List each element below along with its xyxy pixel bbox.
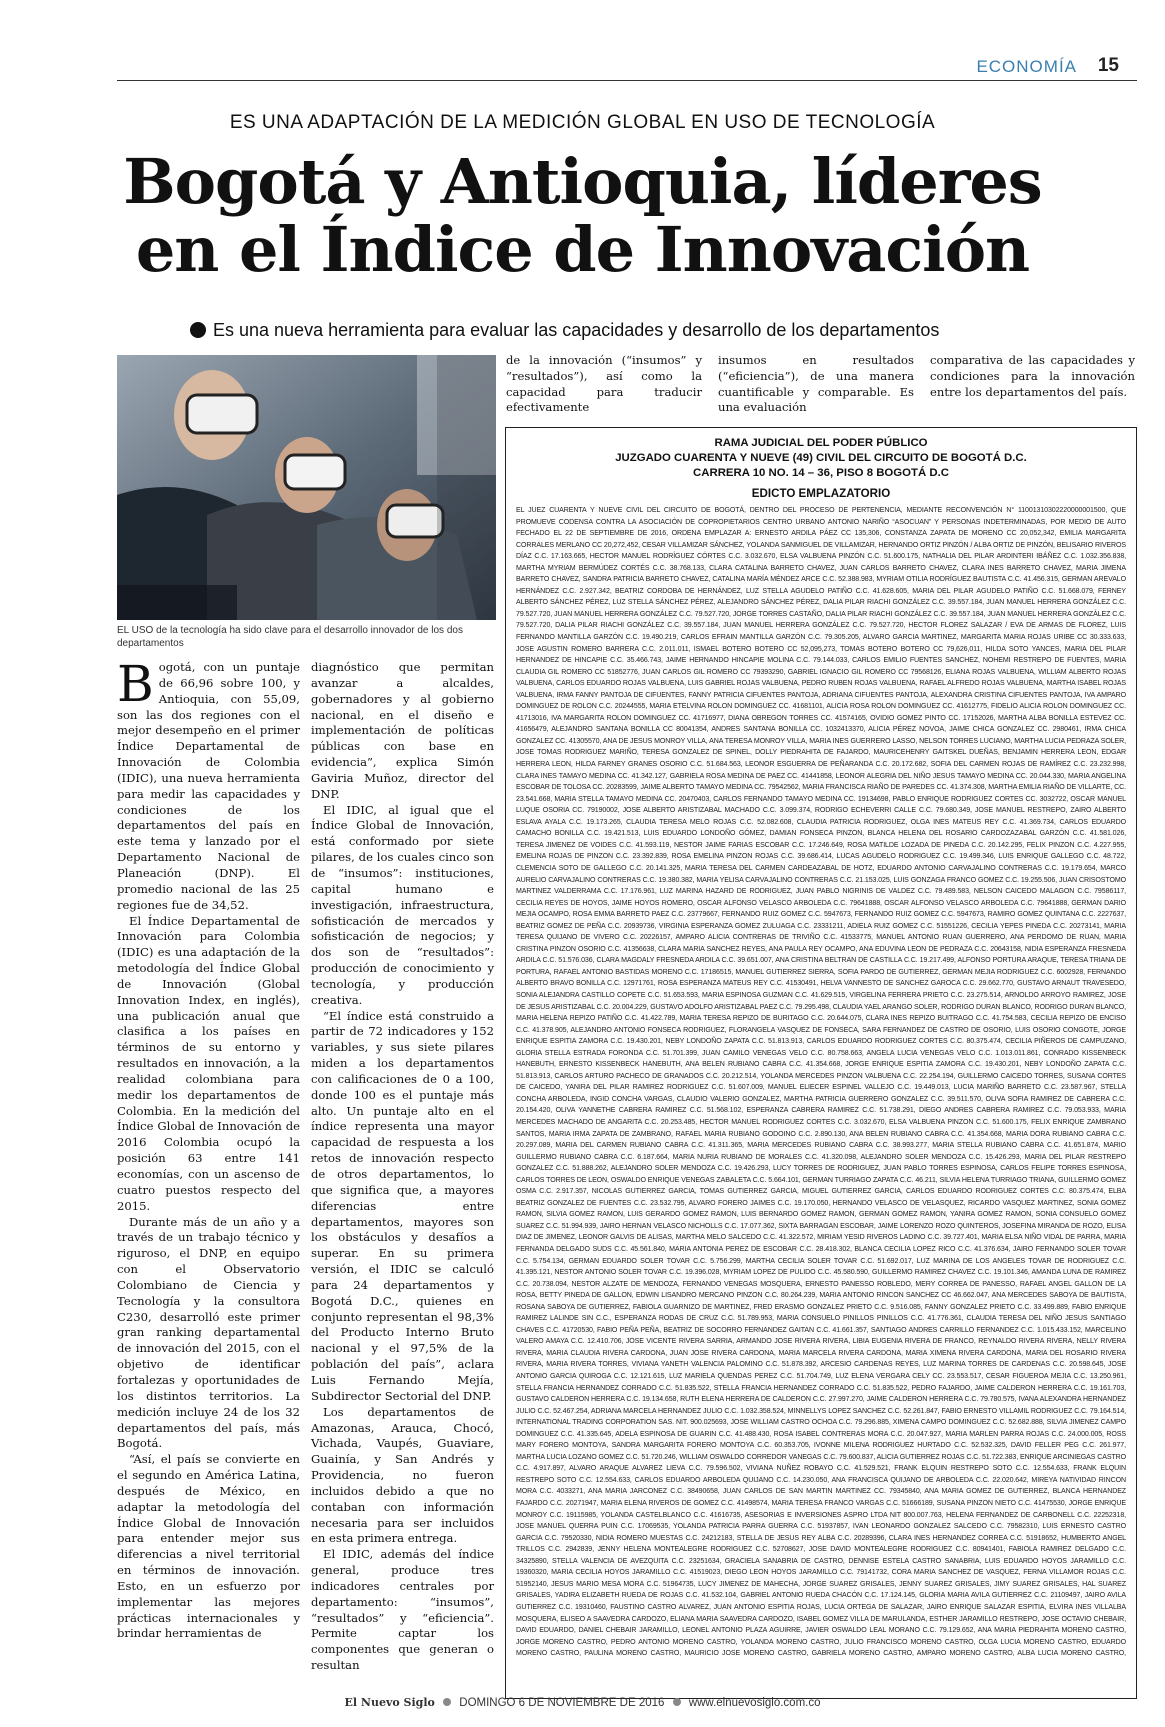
notice-head-1: RAMA JUDICIAL DEL PODER PÚBLICO: [714, 437, 928, 449]
paragraph: Durante más de un año y a través de un trabajo técnico y riguroso, el DNP, en equipo con el Observatorio Colombiano de Ciencia y Tecnología y la consultora C230, desarrolló este primer gran ranking departamental de innovación del 2015, con el objetivo de identificar fortalezas y oportunidades de los distintos territorios. La medición incluye 24 de los 32 departamentos del país, más Bogotá.: [117, 1214, 300, 1451]
notice-head-3: CARRERA 10 NO. 14 – 36, PISO 8 BOGOTÁ D.C: [693, 467, 949, 479]
drop-cap: B: [117, 655, 154, 713]
paragraph: El IDIC, además del índice general, produce tres indicadores centrales por departamento: “insumos”, “resultados” y “eficiencia”. Permite captar los componentes que generan o resultan: [311, 1547, 494, 1673]
body-strip-3: comparativa de las capacidades y condiciones para la innovación entre los departamentos del país.: [930, 353, 1135, 399]
notice-title: EDICTO EMPLAZATORIO: [751, 487, 891, 500]
photo-caption: EL USO de la tecnología ha sido clave para el desarrollo innovador de los dos departamentos: [117, 625, 463, 649]
body-strip-2: insumos en resultados (“eficiencia”), de una manera cuantificable y comparable. Es una evaluación: [718, 353, 914, 415]
footer-url: www.elnuevosiglo.com.co: [688, 1697, 821, 1709]
paragraph: diagnóstico que permitan avanzar a alcaldes, gobernadores y al gobierno nacional, en el diseño e implementación de políticas públicas con base en evidencia”, explica Simón Gaviria Muñoz, director del DNP.: [311, 660, 494, 801]
paragraph: El IDIC, al igual que el Índice Global de Innovación, está conformado por siete pilares, de los cuales cinco son de “insumos”: instituciones, capital humano e investigación, infraestructura, sofisticación de mercados y sofisticación de negocios; y dos son de “resultados”: producción de conocimiento y tecnología, y producción creativa.: [311, 802, 494, 1007]
notice-head-2: JUZGADO CUARENTA Y NUEVE (49) CIVIL DEL CIRCUITO DE BOGOTÁ D.C.: [615, 452, 1027, 464]
paragraph: Bogotá, con un puntaje de 66,96 sobre 100, y Antioquia, con 55,09, son las dos regiones con el mejor desempeño en el primer Índice Departamental de Innovación de Colombia (IDIC), una nueva herramienta para medir las capacidades y condiciones de los departamentos del país en este tema y lanzado por el Departamento Nacional de Planeación (DNP). El promedio nacional de las 25 regiones fue de 34,52.: [117, 655, 300, 912]
article-headline: [0, 145, 1165, 286]
section-name: ECONOMÍA: [976, 57, 1077, 76]
page-header: [117, 55, 1137, 81]
subhead-text: Es una nueva herramienta para evaluar las capacidades y desarrollo de los departamentos: [213, 320, 940, 340]
paragraph: El Índice Departamental de Innovación para Colombia (IDIC) es una adaptación de la metodología del Índice Global de Innovación (Global Innovation Index, en inglés), una publicación anual que clasifica a los países en términos de su entorno y resultados en innovación, a la realidad colombiana para medir los departamentos de Colombia. En la medición del Índice Global de Innovación de 2016 Colombia ocupó la posición 63 entre 141 economías, con un ascenso de cuatro puestos respecto del 2015.: [117, 913, 300, 1213]
headline-line-1: Bogotá y Antioquia, líderes: [123, 145, 1042, 218]
notice-body: EL JUEZ CUARENTA Y NUEVE CIVIL DEL CIRCUITO DE BOGOTÁ, DENTRO DEL PROCESO DE PERTENENCIA, MEDIANTE RECONVENCIÓN N° 11001310302220000001500, QUE PROMUEVE CODENSA CONTRA LA ASOCIACIÓN DE COPROPIETARIOS CENTRO URBANO ANTONIO NARIÑO “ASOCUAN” Y PERSONAS INDETERMINADAS, POR MEDIO DE AUTO FECHADO EL 22 DE SEPTIEMBRE DE 2016, ORDENA EMPLAZAR A: ERNESTO ARDILA PÁEZ CC 135,306, CONSTANZA ZAPATA DE MORENO CC 20,052,342, EMILIA MARGARITA CORRALES MERLANO CC 20,272,452, CESAR VILLAMIZAR SÁNCHEZ, YOLANDA SANMIGUEL DE VILLAMIZAR, HERNANDO ORTIZ PINZÓN / ALBA ORTIZ DE PINZÓN, BELISARIO RIVEROS DÍAZ C.C. 17.163.665, HECTOR MANUEL RODRÍGUEZ CÓRTES C.C. 3.032.670, ELSA VALBUENA PINZÓN C.C. 51.600.175, NATHALIA DEL PILAR ARDINTERI IBÁÑEZ C.C. 1.032.356.838, MARTHA MYRIAM BERMÚDEZ CORTÉS C.C. 38.768.133, CLARA CATALINA BARRETO CHAVEZ, JUAN CARLOS BARRETO CHAVEZ, CLARA INES BARRETO CHAVEZ, MARIA JIMENA BARRETO CHAVEZ, SANDRA PATRICIA BARRETO CHAVEZ, CATALINA MARÍA MÉNDEZ ARCE C.C. 52.388.983, MYRIAM OTILIA RODRÍGUEZ BAUTISTA C.C. 41.456.315, GERMAN AREVALO HERNÁNDEZ C.C. 2.927.342, BEATRIZ CORDOBA DE HERNÁNDEZ, LUZ STELLA AGUDELO PATIÑO C.C. 41.628.605, MARIA DEL PILAR AGUDELO PATIÑO C.C. 51.668.079, FERNEY ALBERTO SÁNCHEZ PÉREZ, LUZ STELLA SÁNCHEZ PÉREZ, ALEJANDRO SÁNCHEZ PÉREZ, DALIA PILAR RIACHI GONZÁLEZ C.C. 39.557.184, JUAN MANUEL HERRERA GONZÁLEZ C.C. 79.527.720, JUAN MANUEL HERRERA GONZÁLEZ C.C. 79.527.720, JORGE TORRES CASTAÑO, DALIA PILAR RIACHI GONZÁLEZ C.C. 39.557.184, JUAN MANUEL HERRERA GONZÁLEZ C.C. 79.527.720, DALIA PILAR RIACHI GONZÁLEZ C.C. 39.557.184, JUAN MANUEL HERRERA GONZÁLEZ C.C. 79.527.720, HECTOR FLOREZ SALAZAR / EVA DE ARMAS DE FLOREZ, LUIS FERNANDO MANTILLA GARZÓN C.C. 19.490.219, CARLOS EFRAIN MANTILLA GARZÓN C.C. 79.305.205, ALVARO GARCIA MARTINEZ, MARGARITA MARIA ROJAS URIBE CC 30.333.633, JOSE AGUSTIN ROMERO BARRERA C.C. 2.011.011, ISMAEL BOTERO BOTERO CC 52,095,273, TOMAS BOTERO BOTERO CC 79,626,011, HILDA SOTO YANCES, MARIA DEL PILAR HERNANDEZ DE HINCAPIE C.C. 35.466.743, JAIME HERNANDO HINCAPIE MOLINA C.C. 79.144.033, CARLOS EMILIO FUENTES SANCHEZ, NOHEMI RESTREPO DE FUENTES, MARIA CLAUDIA GIL ROMERO CC 51852776, JUAN CARLOS GIL ROMERO CC 79393290, GABRIEL IGNACIO GIL ROMERO CC 79568126, ELIANA ROJAS VALBUENA, WILLIAM ALBERTO ROJAS VALBUENA, CARLOS EDUARDO ROJAS VALBUENA, LUIS GABRIEL ROJAS VALBUENA, PEDRO RUBEN ROJAS VALBUENA, RAFAEL ALFREDO ROJAS VALBUENA, MARTHA ISABEL ROJAS VALBUENA, IRMA FANNY PANTOJA DE CIFUENTES, FANNY PATRICIA CIFUENTES PANTOJA, ADRIANA CIFUENTES PANTOJA, ALEXANDRA CRISTINA CIFUENTES PANTOJA, IVA AMPARO DOMINGUEZ DE ROLON C.C. 20244555, MARIA ETELVINA ROLON DOMINGUEZ CC. 41681101, ALICIA ROSA ROLON DOMINGUEZ CC. 41612775, FIDELIO ALICIA ROLON DOMINGUEZ CC. 41713016, IVA MARGARITA ROLON DOMINGUEZ CC. 41716977, DIANA OBREGON TORRES CC. 41574165, OVIDIO GOMEZ PINTO CC. 17152026, MARTHA ALBA BONILLA ESTEVEZ CC. 41656479, ALEJANDRO SANTANA BONILLA CC 80041354, ANDRES SANTANA BONILLA CC. 1032413370, ALICIA PÉREZ NOVOA, JAIME CHICA GONZALEZ CC. 2980461, IRMA CHICA GONZALEZ CC. 41305570, ANA DE JESUS MONROY VILLA, ANA TERESA MONROY VILLA, MARIA INES GUERRERO LASSO, NELSON TORRES LUCIANO, MARTHA LUCIA PEDRAZA SOLER, JOSE TOMAS RODRIGUEZ MARIÑO, TERESA GONZALEZ DE SPINEL, DOLLY PIEDRAHITA DE FAJARDO, MAURICEHENRY GAITSKEL DUEÑAS, BENJAMIN HERRERA LEON, EDGAR HERRERA LEON, HILDA FARNEY GRANES OSORIO C.C. 51.684.563, LEONOR ESGUERRA DE PEÑARANDA C.C. 20.172.682, SOFIA DEL CARMEN ROJAS DE RAMÍREZ C.C. 23.232.998, CLARA INES TAMAYO MEDINA CC. 41.342.127, GABRIELA ROSA MEDINA DE PAEZ CC. 41441858, LEONOR ALEGRIA DEL NIÑO JESUS TAMAYO MEDINA CC. 20.044.330, MARIA ANGELINA ESCOBAR DE TOLOSA CC. 20283599, JAIME ALBERTO TAMAYO MEDINA CC. 79542562, MARIA FRANCISCA RIAÑO DE PAREDES CC. 41.374.308, MARTHA EMILIA RIAÑO DE VILLARTE, CC. 23.541.668, MARIA STELLA TAMAYO MEDINA CC. 20470403, CARLOS FERNANDO TAMAYO MEDINA CC. 19134698, PABLO ENRIQUE RODRIGUEZ CORTES CC. 3032722, OSCAR MANUEL LUQUE OSORIA CC. 79190002, JOSE ALBERTO ARISTIZABAL MACHADO C.C. 3.099.374, RODRIGO ECHEVERRI CALLE C.C. 79.680.349, JOSE MANUEL RESTREPO, ZAIRO ALBERTO ESLAVA AYALA C.C. 19.173.265, CLAUDIA TERESA MELO ROJAS C.C. 52.082.608, CLAUDIA PATRICIA RODRIGUEZ, OLGA INES MATEUS REY C.C. 41.369.734, CARLOS EDUARDO CAMACHO BONILLA C.C. 19.421.513, LUIS EDUARDO LONDOÑO GÓMEZ, DAMIAN FONSECA PINZON, BLANCA HELENA DEL ROSARIO CARDOZAZABAL GARZÓN C.C. 41.581.026, TERESA JIMENEZ DE VOIDES C.C. 41.593.119, NESTOR JAIME FARIAS ESCOBAR C.C. 17.246.649, ROSA MATILDE LOZADA DE PINEDA C.C. 20.142.295, FELIX PINZON C.C. 4.227.955, EMELINA ROJAS DE PINZON C.C. 23.392.839, ROSA EMELINA PINZON ROJAS C.C. 39.686.414, LUCAS AGUDELO RODRIGUEZ C.C. 19.499.346, LUIS ENRIQUE GALLEGO C.C. 48.722, CLEMENCIA SOTO DE GALLEGO C.C. 20.141.325, MARIA TERESA DEL CARMEN CARDEAZABAL DE HOTZ, EDUARDO ANTONIO CARVAJALINO CONTRERAS C.C. 19.179.654, MARCO AURELIO CARVAJALINO CONTRERAS C.C. 19.380.382, MARIA YELISA CARVAJALINO CONTRERAS C.C. 21.153.025, LUIS GONZAGA FRANCO GOMEZ C.C. 19.255.506, JUAN CRISOSTOMO MARTINEZ VALDERRAMA C.C. 17.176.961, LUZ MARINA HAZARD DE RODRIGUEZ, JUAN PABLO NIGRINIS DE VALDEZ C.C. 79.489.583, NELSON CAICEDO MALAGON C.C. 79586117, CECILIA REYES DE HOYOS, JAIME HOYOS ROMERO, OSCAR ALFONSO VELASCO ARBOLEDA C.C. 79641888, OSCAR ALFONSO VELASCO ARBOLEDA C.C. 79641888, GERMAN DARIO MEJIA OCAMPO, ROSA EMMA BARRETO PAEZ C.C. 23779667, FERNANDO RUIZ GOMEZ C.C. 5947673, FERNANDO RUIZ GOMEZ C.C. 5947673, RAMIRO GOMEZ QUINTANA C.C. 2227637, BEATRIZ GOMEZ DE PEÑA C.C. 20939736, VIRGINIA ESPERANZA GOMEZ ZULUAGA C.C. 23331211, ADIELA RUIZ GOMEZ C.C. 51551226, CECILIA YEPES PINEDA C.C. 20273141, MARIA TERESA QUIJANO DE VIVERO C.C. 20226157, AMPARO ALICIA CONTRERAS DE TRIVIÑO C.C. 41533775, MANUEL ANTONIO RUAN GUERRERO, ANA PERDOMO DE RUAN, MARIA CRISTINA PINZON OSORIO C.C. 41356638, CLARA MARIA SANCHEZ REYES, ANA PAULA REY OCAMPO, ANA EDUVINA LEON DE PEDRAZA C.C. 20643158, NIDIA ESPERANZA FRESNEDA ARDILA C.C. 51.576.036, CLARA MAGDALY FRESNEDA ARDILA C.C. 39.651.007, ANA CRISTINA BELTRAN DE CASTILLA C.C. 19.217.499, ALFONSO PORTURA ARAQUE, TERESA TRIANA DE PORTURA, RAFAEL ANTONIO BASTIDAS MORENO C.C. 17186515, MANUEL GUTIERREZ SIERRA, SOFIA PARDO DE GUTIERREZ, GERMAN MEJIA RODRIGUEZ C.C. 6002928, FERNANDO ALBERTO BRAVO BONILLA C.C. 12971761, ROSA ESPERANZA MATEUS REY C.C. 41530491, HELVA VANNESTO DE SANCHEZ GAROCA C.C. 29.662.770, GUSTAVO ARNAUT TRAVESEDO, SONIA ALEJANDRA CASTILLO COPETE C.C. 51.653.593, MARIA ESPINOSA GUZMAN C.C. 41.629.515, VIRGELINA FERRERA PRIETO C.C. 23.275.514, ARNOLDO ARROYO RAMIREZ, JOSE DE JESUS ARISTIZABAL C.C. 20.004.229, GUSTAVO ADOLFO ARISTIZABAL PAEZ C.C. 79.295.498, CLAUDIA YAEL ARANGO SOLER, RODRIGO DURAN BLANCO, RODRIGO DURAN BLANCO, MARIA HELENA REPIZO PATIÑO C.C. 41.422.789, MARIA TERESA REPIZO DE BURITAGO C.C. 20.644.075, CLARA INES REPIZO BUITRAGO C.C. 41.754.583, CECILIA REPIZO DE ENCISO C.C. 41.378.905, ALEJANDRO ANTONIO FONSECA RODRIGUEZ, FLORANGELA VASQUEZ DE FONSECA, SARA FERNANDEZ DE CASTRO DE OSORIO, LUIS OSORIO CONGOTE, JORGE ENRIQUE ESPITIA ZAMORA C.C. 19.430.201, NEBY LONDOÑO ZAPATA C.C. 51.813.913, CARLOS EDUARDO RODRIGUEZ CORTES C.C. 80.375.474, CECILIA PIÑEROS DE CAMPUZANO, GLORIA STELLA ESTRADA FORONDA C.C. 51.701.399, JUAN CAMILO VENEGAS VELO C.C. 80.758.663, ANGELA LUCIA VENEGAS VELO C.C. 1.013.011.861, CONRADO KISSENBECK HANEBUTH, ERNESTO KISSENBECK HANEBUTH, ANA BELEN RUBIANO CABRA C.C. 41.354.668, JORGE ENRIQUE ESPITIA ZAMORA C.C. 19.430.201, NEBY LONDOÑO ZAPATA C.C. 51.813.913, CARLOS ARTURO PACHECO DE GRANADOS C.C. 20.212.514, YOLANDA MERCEDES PINZON VALBUENA C.C. 22.254.194, GUILLERMO CAICEDO TORRES, SUSANA CORTES DE CAICEDO, YANIRA DEL PILAR RAMIREZ RODRIGUEZ C.C. 51.607.009, MANUEL ELIECER ESPINEL VALLEJO C.C. 19.449.013, LUCIA MARIÑO BARRETO C.C. 23.587.967, STELLA CONCHA ARBOLEDA, INGID CONCHA VARGAS, CLAUDIO VALERIO GONZALEZ, MARTHA PATRICIA GUERRERO GONZALEZ C.C. 39.511.570, OLIVA SOFIA RAMIREZ DE CABRERA C.C. 20.154.420, OLIVA YANNETHE CABRERA RAMIREZ C.C. 51.568.102, ESPERANZA CABRERA RAMIREZ C.C. 51.738.291, DIEGO ANDRES CABRERA RAMIREZ C.C. 79.053.933, MARIA MERCEDES MACHADO DE ANGARITA C.C. 20.253.485, HECTOR MANUEL RODRIGUEZ CORTES C.C. 3.032.670, ELSA VALBUENA PINZON C.C. 51.600.175, FELIX ENRIQUE ZAMBRANO SANTOS, MARIA IRMA ZAPATA DE ZAMBRANO, RAFAEL MARIA RUBIANO GODOINO C.C. 2.890.130, ANA BELEN RUBIANO CABRA C.C. 41.354.668, MARIA DORA RUBIANO CABRA C.C. 20.297.089, MARIA DEL CARMEN RUBIANO CABRA C.C. 41.311.365, MARIA MERCEDES RUBIANO CABRA C.C. 38.993.277, MARIA STELLA RUBIANO CABRA C.C. 41.651.874, MARIO GUILLERMO RUBIANO CABRA C.C. 6.187.664, MARIA NURIA RUBIANO DE MORALES C.C. 41.320.098, ALEJANDRO SOLER MENDOZA C.C. 15.426.293, MARIA DEL PILAR RESTREPO GONZALEZ C.C. 51.888.262, ALEJANDRO SOLER MENDOZA C.C. 19.426.293, LUCY TORRES DE RODRIGUEZ, JUAN PABLO TORRES ESPINOSA, CARLOS FELIPE TORRES ESPINOSA, CARLOS TORRES DE LEON, OSWALDO ENRIQUE VENEGAS ZABALETA C.C. 5.664.101, GERMAN TURRIAGO ZAPATA C.C. 46.211, SILVIA HELENA TURRIAGO TRIANA, GUILLERMO GOMEZ OSMA C.C. 2.917.357, NICOLAS GUTIERREZ GARCIA, TOMAS GUTIERREZ GARCIA, MIGUEL GUTIERREZ GARCIA, CARLOS EDUARDO RODRIGUEZ CORTES C.C. 80.375.474, ELBA BEATRIZ GONZALEZ DE FUENTES C.C. 23.532.795, ALVARO FORERO JAIMES C.C. 19.170.050, HERNANDO VELASCO DE VELASQUEZ, RICARDO VASQUEZ MARTINEZ, SONIA GOMEZ RAMON, SILVIA GOMEZ RAMON, LUIS GERARDO GOMEZ RAMON, LUIS BERNARDO GOMEZ RAMON, GERMAN GOMEZ RAMON, YANIRA GOMEZ RAMON, SONIA CONSUELO GOMEZ SUAREZ C.C. 51.994.939, JAIRO HERNAN VELASCO NICHOLLS C.C. 17.077.362, SIXTA BARRAGAN ESCOBAR, JAIME LORENZO ROZO QUINTEROS, JOSEFINA MIRANDA DE ROZO, ELISA DIAZ DE JIMENEZ, LEONOR GALVIS DE ALISAS, MARTHA MELO SALCEDO C.C. 41.322.572, MIRIAM YESID RIVEROS LADINO C.C. 39.727.401, MARIA ELSA NIÑO VIDAL DE PARRA, MARIA FERNANDA DELGADO SUDS C.C. 45.561.840, MARIA ANTONIA PEREZ DE ESCOBAR C.C. 28.418.302, BLANCA CECILIA LOPEZ RICO C.C. 41.376.634, JAIRO FERNANDO SOLER TOVAR C.C. 5.754.134, GERMAN EDUARDO SOLER TOVAR C.C. 5.756.299, MARTHA CECILIA SOLER TOVAR C.C. 51.692.017, LUZ MARINA DE LOS ANGELES TOVAR DE RODRIGUEZ C.C. 41.395.121, NESTOR ANTONIO SOLER TOVAR C.C. 19.396.028, MYRIAM LOPEZ DE PULIDO C.C. 45.580.590, GUILLERMO RAMIREZ CHAVEZ C.C. 19.101.346, AMANDA LUNA DE RAMIREZ C.C. 20.738.094, NESTOR ALZATE DE MENDOZA, FERNANDO VENEGAS MOSQUERA, ERNESTO PANESSO ROBLEDO, MERY CORREA DE PANESSO, RAFAEL ANGEL GALLON DE LA ROSA, BETTY PINEDA DE GALLON, EDWIN LISANDRO MERCANO PINZON C.C. 80.264.239, MARIA ANTONIO RINCON SANCHEZ CC 46.662.047, ANA MERCEDES SABOYA DE BAUTISTA, ROSANA SABOYA DE GUTIERREZ, FABIOLA GUARNIZO DE MARTINEZ, FRED ERASMO GONZALEZ PRIETO C.C. 9.516.085, FANNY GONZALEZ PRIETO C.C. 33.499.889, FABIO ENRIQUE RAMIREZ LALINDE SIN C.C., ESPERANZA RODAS DE CRUZ C.C. 51.789.953, MARIA CONSUELO PINILLOS PINILLOS C.C. 41.776.361, CLAUDIA TERESA DEL NIÑO JESUS SANTIAGO CHAVES C.C. 41720530, FABIO PEÑA PEÑA, BEATRIZ DE SOCORRO FERNANDEZ GAITAN C.C. 41.661.357, SANTIAGO ANDRES CARRILLO FERNANDEZ C.C. 1.015.433.152, MARCELINO VALERO AMAYA C.C. 12.410.706, JOSE VICENTE RIVERA SARRIA, ARMANDO JOSE RIVERA RIVERA, LIBIA EUGENIA RIVERA DE FRANCO, REYNALDO RIVERA RIVERA, NELLY RIVERA RIVERA, MARIA CLAUDIA RIVERA CARDONA, JUAN JOSE RIVERA CARDONA, MARIA MARCELA RIVERA CARDONA, MARIA XIMENA RIVERA CARDONA, MARIA DEL ROSARIO RIVERA RIVERA, MARIA RIVERA TORRES, VIVIANA YANETH VALENCIA PALOMINO C.C. 51.878.392, ARCESIO CARDENAS REYES, LUZ MARINA TORRES DE CARDENAS C.C. 20.598.645, JOSE ANTONIO GARCIA QUIROGA C.C. 12.121.615, LUZ MARIELA QUENDAS PEREZ C.C. 51.704.749, LUZ ELENA VERGARA CELY CC. 23.553.517, CESAR FIGUEROA MEJIA C.C. 13.250.961, STELLA FRANCIA HERNANDEZ CORRADO C.C. 51.835.522, STELLA FRANCIA HERNANDEZ CORRADO C.C. 51.835.522, PEDRO FAJARDO, JAIME CALDERON HERRERA C.C. 19.161.703, GUSTAVO CALDERON HERRERA C.C. 19.134.658, RUTH ELENA HERRERA DE CALDERON C.C. 27.997.270, JAIME CALDERON HERRERA C.C. 79.780.575, IVANA ALEXANDRA HERNANDEZ JULIO C.C. 52.467.254, ADRIANA MARCELA HERNANDEZ JULIO C.C. 1.032.358.524, MINNELLYS LOPEZ SANCHEZ C.C. 52.261.847, FABIO ERNESTO VILLAMIL RODRIGUEZ C.C. 79.164.514, INTERNATIONAL TRADING CORPORATION SAS. NIT. 900.025693, JOSE WILLIAM CASTRO OCHOA C.C. 79.296.885, XIMENA CAMPO DOMINGUEZ C.C. 52.682.888, SILVIA JIMENEZ CAMPO DOMINGUEZ C.C. 41.335.645, ADELA ESPINOSA DE GUARIN C.C. 41.488.430, ROSA ISABEL CONTRERAS MORA C.C. 20.047.927, MARIA MARLEN PARRA ROJAS C.C. 24.000.005, ROSS MARY FORERO MONTOYA, SANDRA MARGARITA FORERO MONTOYA C.C. 60.353.705, IVONNE MILENA RODRIGUEZ HURTADO C.C. 52.532.325, DAVID FELLER PEG C.C. 261.977, MARTHA LUCIA LOZANO GOMEZ C.C. 51.720.246, WILLIAM OSWALDO CORREDOR VANEGAS C.C. 79.600.837, ALICIA GUTIERREZ ROJAS C.C. 51.722.383, ENRIQUE ARCINIEGAS CASTRO C.C. 4.917.897, ALVARO ARAQUE ALVAREZ LIEVA C.C. 79.596.502, VIVIANA NUÑEZ ROBAYO C.C. 41.529.521, FRANK ELQUIN RESTREPO SOTO C.C. 12.554.633, FRANK ELQUIN RESTREPO SOTO C.C. 12.554.633, CARLOS EDUARDO ARBOLEDA QUIJANO C.C. 14.230.050, ANA FRANCISCA QUIJANO DE ARBOLEDA C.C. 22.020.642, MIREYA NATIVIDAD RINCON MORA C.C. 4033271, ANA MARIA JARCONEZ C.C. 38490658, JUAN CARLOS DE SAN MARTIN MARTINEZ CC. 79345840, ANA MARIA GOMEZ DE GUTIERREZ, BLANCA HERNANDEZ FAJARDO C.C. 20271947, MARIA ELENA RIVEROS DE GOMEZ C.C. 41498574, MARIA TERESA FRANCO VARGAS C.C. 51666189, SUSANA PINZON NIETO C.C. 41475530, JORGE ENRIQUE MONROY C.C. 19115985, YOLANDA CASTELBLANCO C.C. 41616735, ASESORIAS E INVERSIONES ASPRO LTDA NIT 800.007.763, HELENA FERNANDEZ DE CARBONELL C.C. 22252318, JOSE MANUEL QUERRA PUIN C.C. 17069535, YOLANDA PATRICIA PARRA GUERRA C.C. 51937857, IVAN LEONARDO GONZALEZ SALCEDO C.C. 79582310, LUIS ERNESTO CASTRO GARCIA C.C. 79520330, NIDIA ROMERO MUESTAS C.C. 24212183, STELLA DE JESUS REY ALBA C.C. 20289396, CLARA INES HERNANDEZ CORREA C.C. 51918652, HUMBERTO ANGEL TRILLOS C.C. 2942839, JENNY HELENA MONTEALEGRE RODRIGUEZ C.C. 52708627, JOSE DAVID MONTEALEGRE RODRIGUEZ C.C. 80941401, FABIOLA RAMIREZ DELGADO C.C. 34325890, STELLA VALENCIA DE AVEZQUITA C.C. 23251634, GRACIELA SANABRIA DE CASTRO, DENNISE ESTELA CASTRO SANABRIA, LUIS EDUARDO HOYOS JARAMILLO C.C. 19360320, MARIA CECILIA HOYOS JARAMILLO C.C. 41519023, DIEGO LEON HOYOS JARAMILLO C.C. 79141732, CORA MARIA SANCHEZ DE VASQUEZ, FERNA VILLAMOR ROJAS C.C. 51952140, JESUS MARIO MESA MORA C.C. 51964735, LUCY JIMENEZ DE MAHECHA, JORGE SUAREZ GRISALES, JENNY SUAREZ GRISALES, JIMY SUAREZ GRISALES, HAL SUAREZ GRISALES, YADIRA ELIZABETH RUEDA DE ROJAS C.C. 41.532.104, GABRIEL ANTONIO RUEDA CHACÓN C.C. 17.124.145, GLORIA MARIA AVILA GUTIERREZ C.C. 21109497, JAIRO AVILA GUTIERREZ C.C. 19310460, FAUSTINO CASTRO ALVAREZ, JUAN ANTONIO ESPITIA ROJAS, LUCIA ORTEGA DE SALAZAR, JAIRO ENRIQUE SALAZAR ESPITIA, ELVIRA INES VILLALBA MOSQUERA, ELISEO A SAAVEDRA CARDOZO, ELIANA MARIA SAAVEDRA CARDOZO, ISABEL GOMEZ VILLA DE MARULANDA, ESTHER JARAMILLO RESTREPO, JOSE OCTAVIO CHEBAIR, DAVID EDUARDO, DANIEL CHEBAIR JARAMILLO, LEONEL ANTONIO PLAZA AGUIRRE, JAVIER OSWALDO LEAL MORANO C.C. 79.129.652, ANA MARIA PIEDRAHITA MORENO CASTRO, JORGE MORENO CASTRO, PEDRO ANTONIO MORENO CASTRO, YOLANDA MORENO CASTRO, JULIO FRANCISCO MORENO CASTRO, OLGA LUCIA MORENO CASTRO, EDUARDO MORENO CASTRO, PAULINA MORENO CASTRO, MAURICIO JOSE MORENO CASTRO, GABRIELA MORENO CASTRO, AMPARO MORENO CASTRO, ALBA LUCIA MORENO CASTRO,: [516, 507, 1126, 1658]
article-column-2: [311, 660, 494, 1674]
bullet-icon: [673, 1698, 681, 1706]
headline-line-2: en el Índice de Innovación: [135, 213, 1030, 286]
paragraph: Los departamentos de Amazonas, Arauca, Chocó, Vichada, Vaupés, Guaviare, Guainía, y San Andrés y Providencia, no fueron incluidos debido a que no contaban con información necesaria para ser incluidos en esta primera entrega.: [311, 1404, 494, 1546]
vr-headsets-photo: [117, 355, 496, 620]
bullet-icon: [190, 322, 206, 338]
paragraph: “El índice está construido a partir de 72 indicadores y 152 variables, y sus siete pilares miden a los departamentos con calificaciones de 0 a 100, donde 100 es el puntaje más alto. Un puntaje alto en el índice representa una mayor capacidad de respuesta a los retos de innovación respecto de otros departamentos, lo que significa que, a mayores diferencias entre departamentos, mayores son los obstáculos y desafíos a superar. En su primera versión, el IDIC se calculó para 24 departamentos y Bogotá D.C., quienes en conjunto representan el 98,3% del Producto Interno Bruto nacional y el 97,5% de la población del país”, aclara Luis Fernando Mejía, Subdirector Sectorial del DNP.: [311, 1008, 494, 1403]
page-number: 15: [1097, 55, 1119, 76]
legal-notice-box: [505, 427, 1137, 1699]
article-photo: [117, 355, 496, 620]
paragraph: “Así, el país se convierte en el segundo en América Latina, después de México, en adaptar la metodología del Índice Global de Innovación para entender mejor sus diferencias a nivel territorial en términos de innovación. Esto, en un esfuerzo por implementar las mejores prácticas internacionales y brindar herramientas de: [117, 1452, 300, 1641]
footer-date: DOMINGO 6 DE NOVIEMBRE DE 2016: [459, 1697, 665, 1709]
article-column-1: [117, 655, 300, 1642]
bullet-icon: [443, 1698, 451, 1706]
page-footer: [0, 1696, 1165, 1709]
body-strip-1: de la innovación (“insumos” y “resultados”), así como la capacidad para traducir efectivamente: [506, 353, 702, 415]
article-subhead: [190, 320, 939, 341]
newspaper-brand: El Nuevo Siglo: [344, 1696, 435, 1709]
article-kicker: ES UNA ADAPTACIÓN DE LA MEDICIÓN GLOBAL EN USO DE TECNOLOGÍA: [229, 112, 936, 133]
